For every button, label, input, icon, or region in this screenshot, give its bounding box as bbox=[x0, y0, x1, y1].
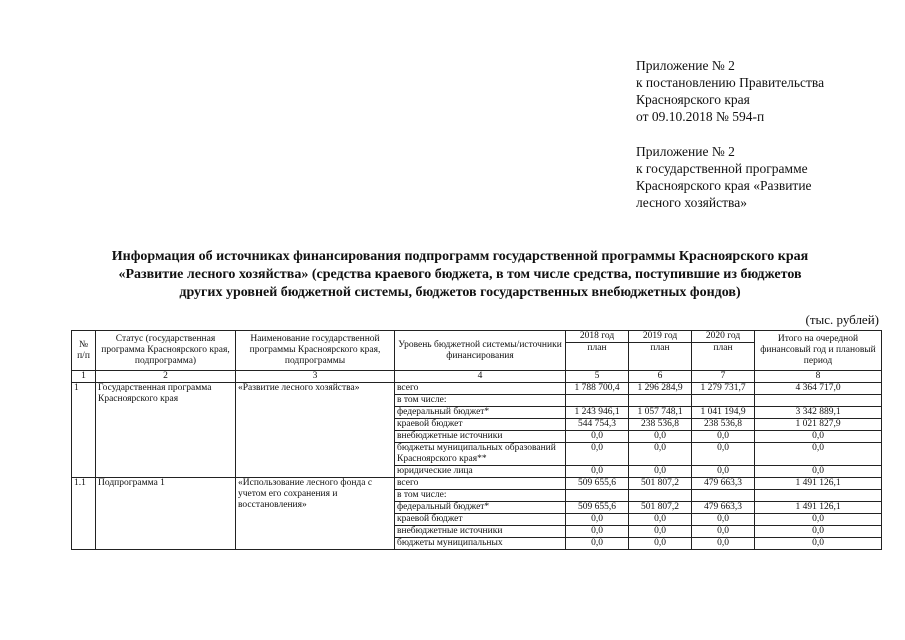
header-num: № п/п bbox=[72, 331, 96, 371]
value-2018: 0,0 bbox=[566, 514, 629, 526]
value-2020: 479 663,3 bbox=[692, 478, 755, 490]
value-total: 1 491 126,1 bbox=[755, 478, 882, 490]
value-2019: 0,0 bbox=[629, 466, 692, 478]
index-cell: 3 bbox=[236, 371, 395, 383]
value-2020: 0,0 bbox=[692, 443, 755, 466]
header-year: 2018 год bbox=[566, 331, 628, 343]
value-2018: 1 243 946,1 bbox=[566, 407, 629, 419]
header-2020 bbox=[692, 331, 755, 371]
row-level: краевой бюджет bbox=[395, 514, 566, 526]
value-2020: 1 279 731,7 bbox=[692, 383, 755, 395]
title-line: Информация об источниках финансирования подпрограмм государственной программы Красноярского края bbox=[111, 249, 809, 264]
row-level: в том числе: bbox=[395, 395, 566, 407]
index-cell: 2 bbox=[96, 371, 236, 383]
index-cell: 6 bbox=[629, 371, 692, 383]
value-2019: 1 057 748,1 bbox=[629, 407, 692, 419]
appendix-line: Красноярского края «Развитие bbox=[636, 178, 812, 193]
value-total: 0,0 bbox=[755, 514, 882, 526]
value-2019 bbox=[629, 490, 692, 502]
row-level: бюджеты муниципальных bbox=[395, 538, 566, 550]
value-2020: 238 536,8 bbox=[692, 419, 755, 431]
table-header-row bbox=[72, 331, 882, 371]
value-total: 3 342 889,1 bbox=[755, 407, 882, 419]
value-2019: 501 807,2 bbox=[629, 478, 692, 490]
row-level: всего bbox=[395, 478, 566, 490]
value-2019: 0,0 bbox=[629, 431, 692, 443]
value-2018: 0,0 bbox=[566, 443, 629, 466]
value-2018: 509 655,6 bbox=[566, 502, 629, 514]
value-total: 0,0 bbox=[755, 538, 882, 550]
value-2019: 238 536,8 bbox=[629, 419, 692, 431]
value-2020: 1 041 194,9 bbox=[692, 407, 755, 419]
value-2020: 0,0 bbox=[692, 526, 755, 538]
value-total bbox=[755, 490, 882, 502]
value-2018: 1 788 700,4 bbox=[566, 383, 629, 395]
value-2018 bbox=[566, 395, 629, 407]
value-2020 bbox=[692, 395, 755, 407]
header-year: 2020 год bbox=[692, 331, 754, 343]
header-total: Итого на очередной финансовый год и плановый период bbox=[755, 331, 882, 371]
value-total: 4 364 717,0 bbox=[755, 383, 882, 395]
value-total: 0,0 bbox=[755, 466, 882, 478]
appendix-line: Красноярского края bbox=[636, 92, 750, 107]
row-level: всего bbox=[395, 383, 566, 395]
index-cell: 4 bbox=[395, 371, 566, 383]
value-2018: 0,0 bbox=[566, 466, 629, 478]
header-year: 2019 год bbox=[629, 331, 691, 343]
financing-table bbox=[71, 330, 882, 550]
value-2020: 0,0 bbox=[692, 514, 755, 526]
table-row bbox=[72, 383, 882, 395]
value-2020 bbox=[692, 490, 755, 502]
value-2020: 0,0 bbox=[692, 538, 755, 550]
row-program-name: «Развитие лесного хозяйства» bbox=[236, 383, 395, 478]
row-level: федеральный бюджет* bbox=[395, 502, 566, 514]
row-status: Государственная программа Красноярского края bbox=[96, 383, 236, 478]
units-note: (тыс. рублей) bbox=[805, 312, 879, 327]
row-level: юридические лица bbox=[395, 466, 566, 478]
header-plan: план bbox=[713, 343, 733, 353]
value-total: 1 491 126,1 bbox=[755, 502, 882, 514]
appendix-line: лесного хозяйства» bbox=[636, 195, 747, 210]
value-2019: 0,0 bbox=[629, 514, 692, 526]
document-title bbox=[60, 248, 860, 302]
value-total: 1 021 827,9 bbox=[755, 419, 882, 431]
appendix-program-reference bbox=[636, 143, 896, 211]
index-cell: 5 bbox=[566, 371, 629, 383]
title-line: «Развитие лесного хозяйства» (средства краевого бюджета, в том числе средства, поступившие из бюджетов bbox=[118, 267, 802, 282]
appendix-line: к постановлению Правительства bbox=[636, 75, 825, 90]
index-cell: 1 bbox=[72, 371, 96, 383]
value-2019: 0,0 bbox=[629, 526, 692, 538]
row-level: в том числе: bbox=[395, 490, 566, 502]
appendix-line: Приложение № 2 bbox=[636, 58, 735, 73]
appendix-line: Приложение № 2 bbox=[636, 144, 735, 159]
header-status: Статус (государственная программа Красноярского края, подпрограмма) bbox=[96, 331, 236, 371]
column-index-row bbox=[72, 371, 882, 383]
header-level: Уровень бюджетной системы/источники финансирования bbox=[395, 331, 566, 371]
title-line: других уровней бюджетной системы, бюджетов государственных внебюджетных фондов) bbox=[179, 285, 741, 300]
value-2020: 479 663,3 bbox=[692, 502, 755, 514]
header-2018 bbox=[566, 331, 629, 371]
value-2018: 0,0 bbox=[566, 431, 629, 443]
value-2020: 0,0 bbox=[692, 466, 755, 478]
value-2019: 1 296 284,9 bbox=[629, 383, 692, 395]
row-level: внебюджетные источники bbox=[395, 431, 566, 443]
value-2018: 509 655,6 bbox=[566, 478, 629, 490]
value-total: 0,0 bbox=[755, 443, 882, 466]
value-2019: 0,0 bbox=[629, 538, 692, 550]
value-2018 bbox=[566, 490, 629, 502]
appendix-line: к государственной программе bbox=[636, 161, 808, 176]
value-total: 0,0 bbox=[755, 431, 882, 443]
value-2018: 544 754,3 bbox=[566, 419, 629, 431]
row-level: внебюджетные источники bbox=[395, 526, 566, 538]
row-level: бюджеты муниципальных образований Красноярского края** bbox=[395, 443, 566, 466]
value-2019: 0,0 bbox=[629, 443, 692, 466]
value-2019: 501 807,2 bbox=[629, 502, 692, 514]
header-plan: план bbox=[650, 343, 670, 353]
row-level: краевой бюджет bbox=[395, 419, 566, 431]
row-num: 1.1 bbox=[72, 478, 96, 550]
row-level: федеральный бюджет* bbox=[395, 407, 566, 419]
header-plan: план bbox=[587, 343, 607, 353]
value-2018: 0,0 bbox=[566, 538, 629, 550]
row-program-name: «Использование лесного фонда с учетом его сохранения и восстановления» bbox=[236, 478, 395, 550]
value-2020: 0,0 bbox=[692, 431, 755, 443]
row-status: Подпрограмма 1 bbox=[96, 478, 236, 550]
value-total bbox=[755, 395, 882, 407]
appendix-line: от 09.10.2018 № 594-п bbox=[636, 109, 765, 124]
row-num: 1 bbox=[72, 383, 96, 478]
value-2018: 0,0 bbox=[566, 526, 629, 538]
value-2019 bbox=[629, 395, 692, 407]
header-name: Наименование государственной программы Красноярского края, подпрограммы bbox=[236, 331, 395, 371]
index-cell: 7 bbox=[692, 371, 755, 383]
header-2019 bbox=[629, 331, 692, 371]
table-row bbox=[72, 478, 882, 490]
value-total: 0,0 bbox=[755, 526, 882, 538]
appendix-decree-reference bbox=[636, 57, 896, 125]
index-cell: 8 bbox=[755, 371, 882, 383]
